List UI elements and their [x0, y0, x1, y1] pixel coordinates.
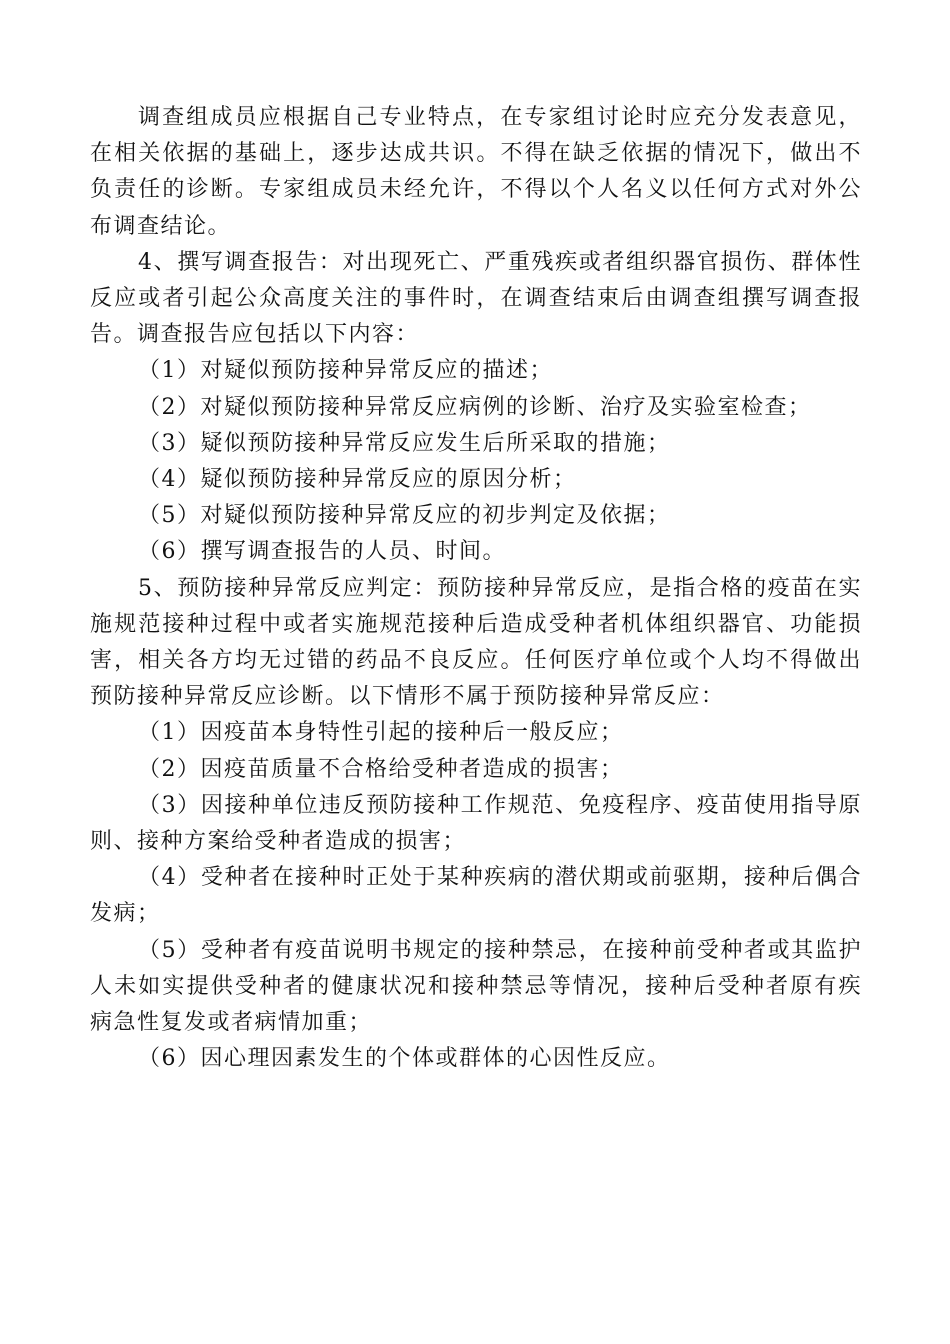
list-item-exclusion-6: （6）因心理因素发生的个体或群体的心因性反应。 — [138, 1046, 671, 1072]
list-item-report-4: （4）疑似预防接种异常反应的原因分析； — [138, 467, 577, 493]
document-body — [90, 100, 862, 1077]
list-item-exclusion-1: （1）因疫苗本身特性引起的接种后一般反应； — [138, 720, 624, 746]
list-item-exclusion-5: （5）受种者有疫苗说明书规定的接种禁忌，在接种前受种者或其监护人未如实提供受种者的健康状况和接种禁忌等情况，接种后受种者原有疾病急性复发或者病情加重； — [90, 937, 862, 1036]
paragraph-investigation-members: 调查组成员应根据自己专业特点，在专家组讨论时应充分发表意见，在相关依据的基础上，逐步达成共识。不得在缺乏依据的情况下，做出不负责任的诊断。专家组成员未经允许，不得以个人名义以任何方式对外公布调查结论。 — [90, 105, 862, 239]
paragraph-write-report: 4、撰写调查报告：对出现死亡、严重残疾或者组织器官损伤、群体性反应或者引起公众高度关注的事件时，在调查结束后由调查组撰写调查报告。调查报告应包括以下内容： — [90, 249, 862, 348]
list-item-exclusion-3: （3）因接种单位违反预防接种工作规范、免疫程序、疫苗使用指导原则、接种方案给受种者造成的损害； — [90, 792, 862, 855]
list-item-report-1: （1）对疑似预防接种异常反应的描述； — [138, 358, 553, 384]
list-item-report-5: （5）对疑似预防接种异常反应的初步判定及依据； — [138, 503, 671, 529]
paragraph-abnormal-reaction-determination: 5、预防接种异常反应判定：预防接种异常反应，是指合格的疫苗在实施规范接种过程中或者实施规范接种后造成受种者机体组织器官、功能损害，相关各方均无过错的药品不良反应。任何医疗单位或个人均不得做出预防接种异常反应诊断。以下情形不属于预防接种异常反应： — [90, 575, 862, 710]
list-item-exclusion-2: （2）因疫苗质量不合格给受种者造成的损害； — [138, 756, 624, 782]
list-item-exclusion-4: （4）受种者在接种时正处于某种疾病的潜伏期或前驱期，接种后偶合发病； — [90, 865, 862, 927]
list-item-report-2: （2）对疑似预防接种异常反应病例的诊断、治疗及实验室检查； — [138, 394, 812, 420]
list-item-report-6: （6）撰写调查报告的人员、时间。 — [138, 539, 506, 565]
list-item-report-3: （3）疑似预防接种异常反应发生后所采取的措施； — [138, 430, 671, 456]
